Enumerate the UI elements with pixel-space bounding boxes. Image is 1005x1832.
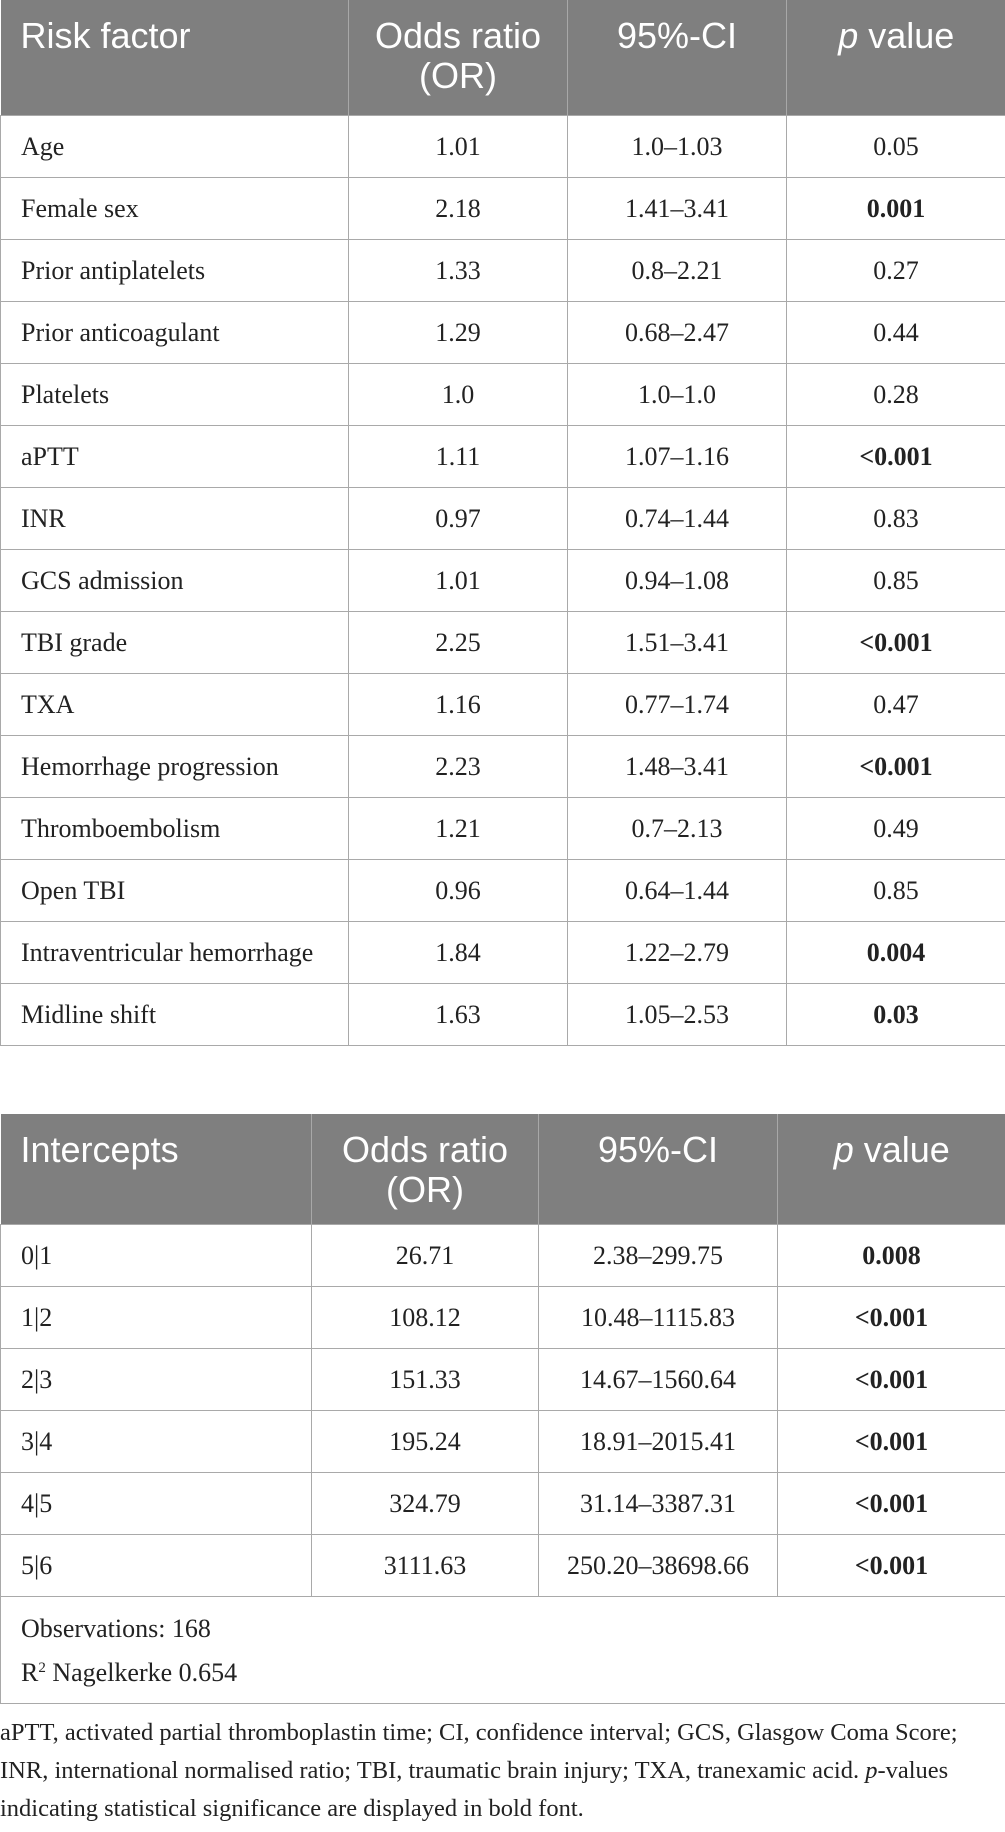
- p-value-cell: 0.85: [787, 859, 1005, 921]
- p-value-cell: 0.008: [778, 1224, 1005, 1286]
- odds-ratio-cell: 0.97: [349, 487, 568, 549]
- p-value-cell: 0.44: [787, 301, 1005, 363]
- p-value-cell: <0.001: [787, 425, 1005, 487]
- row-label: Prior anticoagulant: [1, 301, 349, 363]
- ci-cell: 14.67–1560.64: [539, 1348, 778, 1410]
- odds-ratio-cell: 1.16: [349, 673, 568, 735]
- table-header-row: [1, 0, 1005, 115]
- header-p-value: [787, 0, 1005, 115]
- ci-cell: 0.94–1.08: [568, 549, 787, 611]
- ci-cell: 1.0–1.03: [568, 115, 787, 177]
- ci-cell: 18.91–2015.41: [539, 1410, 778, 1472]
- row-label: Platelets: [1, 363, 349, 425]
- ci-cell: 1.48–3.41: [568, 735, 787, 797]
- p-value-cell: 0.03: [787, 983, 1005, 1045]
- table-row: [1, 673, 1005, 735]
- table-row: [1, 1348, 1005, 1410]
- table-row: [1, 239, 1005, 301]
- table-row: [1, 1286, 1005, 1348]
- odds-ratio-cell: 2.25: [349, 611, 568, 673]
- ci-cell: 1.41–3.41: [568, 177, 787, 239]
- row-label: 0|1: [1, 1224, 312, 1286]
- header-odds-ratio: Odds ratio (OR): [349, 0, 568, 115]
- ci-cell: 0.77–1.74: [568, 673, 787, 735]
- p-value-cell: <0.001: [787, 611, 1005, 673]
- ci-cell: 0.74–1.44: [568, 487, 787, 549]
- p-value-cell: <0.001: [778, 1348, 1005, 1410]
- p-value-cell: 0.28: [787, 363, 1005, 425]
- odds-ratio-cell: 108.12: [312, 1286, 539, 1348]
- odds-ratio-cell: 1.84: [349, 921, 568, 983]
- p-value-cell: <0.001: [778, 1472, 1005, 1534]
- p-value-cell: <0.001: [778, 1410, 1005, 1472]
- p-value-cell: 0.83: [787, 487, 1005, 549]
- table-row: [1, 1472, 1005, 1534]
- table-row: [1, 115, 1005, 177]
- row-label: Open TBI: [1, 859, 349, 921]
- header-ci: 95%-CI: [539, 1114, 778, 1224]
- row-label: Thromboembolism: [1, 797, 349, 859]
- header-p: p: [838, 15, 859, 56]
- table-row: [1, 735, 1005, 797]
- table-row: [1, 177, 1005, 239]
- ci-cell: 0.7–2.13: [568, 797, 787, 859]
- row-label: Female sex: [1, 177, 349, 239]
- ci-cell: 2.38–299.75: [539, 1224, 778, 1286]
- odds-ratio-cell: 195.24: [312, 1410, 539, 1472]
- odds-ratio-cell: 0.96: [349, 859, 568, 921]
- ci-cell: 1.0–1.0: [568, 363, 787, 425]
- odds-ratio-cell: 1.29: [349, 301, 568, 363]
- row-label: INR: [1, 487, 349, 549]
- ci-cell: 31.14–3387.31: [539, 1472, 778, 1534]
- header-value: value: [868, 15, 955, 56]
- r2-rest: Nagelkerke 0.654: [45, 1657, 238, 1687]
- table-row: [1, 549, 1005, 611]
- odds-ratio-cell: 324.79: [312, 1472, 539, 1534]
- row-label: aPTT: [1, 425, 349, 487]
- table-row: [1, 797, 1005, 859]
- table-row: [1, 301, 1005, 363]
- ci-cell: 0.68–2.47: [568, 301, 787, 363]
- p-value-cell: 0.27: [787, 239, 1005, 301]
- row-label: Age: [1, 115, 349, 177]
- odds-ratio-cell: 26.71: [312, 1224, 539, 1286]
- p-value-cell: 0.05: [787, 115, 1005, 177]
- intercepts-table: [0, 1114, 1005, 1704]
- ci-cell: 0.8–2.21: [568, 239, 787, 301]
- table-row: [1, 1410, 1005, 1472]
- odds-ratio-cell: 1.01: [349, 549, 568, 611]
- ci-cell: 1.51–3.41: [568, 611, 787, 673]
- r2-text: [21, 1651, 985, 1695]
- header-risk-factor: Risk factor: [1, 0, 349, 115]
- table-row: [1, 363, 1005, 425]
- row-label: Midline shift: [1, 983, 349, 1045]
- table-row: [1, 1534, 1005, 1596]
- p-value-cell: <0.001: [787, 735, 1005, 797]
- odds-ratio-cell: 1.01: [349, 115, 568, 177]
- ci-cell: 0.64–1.44: [568, 859, 787, 921]
- row-label: 1|2: [1, 1286, 312, 1348]
- row-label: 5|6: [1, 1534, 312, 1596]
- odds-ratio-cell: 1.21: [349, 797, 568, 859]
- row-label: TXA: [1, 673, 349, 735]
- row-label: Hemorrhage progression: [1, 735, 349, 797]
- header-intercepts: Intercepts: [1, 1114, 312, 1224]
- r2-prefix: R: [21, 1657, 39, 1687]
- footnote-p-italic: p: [865, 1757, 878, 1784]
- odds-ratio-cell: 151.33: [312, 1348, 539, 1410]
- ci-cell: 1.07–1.16: [568, 425, 787, 487]
- p-value-cell: 0.004: [787, 921, 1005, 983]
- table-footnote: [0, 1714, 985, 1828]
- odds-ratio-cell: 1.33: [349, 239, 568, 301]
- odds-ratio-cell: 2.23: [349, 735, 568, 797]
- r2-superscript: 2: [38, 1659, 46, 1676]
- row-label: 3|4: [1, 1410, 312, 1472]
- header-p-value: [778, 1114, 1005, 1224]
- ci-cell: 250.20–38698.66: [539, 1534, 778, 1596]
- p-value-cell: 0.47: [787, 673, 1005, 735]
- row-label: 2|3: [1, 1348, 312, 1410]
- p-value-cell: 0.001: [787, 177, 1005, 239]
- ci-cell: 1.22–2.79: [568, 921, 787, 983]
- p-value-cell: 0.85: [787, 549, 1005, 611]
- footnote-significance: -values indicating statistical significance are displayed in bold font.: [0, 1757, 949, 1822]
- header-ci: 95%-CI: [568, 0, 787, 115]
- row-label: GCS admission: [1, 549, 349, 611]
- model-stats-cell: [1, 1596, 1005, 1703]
- table-row: [1, 983, 1005, 1045]
- p-value-cell: <0.001: [778, 1286, 1005, 1348]
- observations-text: Observations: 168: [21, 1613, 211, 1643]
- ci-cell: 10.48–1115.83: [539, 1286, 778, 1348]
- row-label: TBI grade: [1, 611, 349, 673]
- table-row: [1, 425, 1005, 487]
- model-stats-row: [1, 1596, 1005, 1703]
- header-p: p: [833, 1129, 854, 1170]
- table-header-row: [1, 1114, 1005, 1224]
- odds-ratio-cell: 1.0: [349, 363, 568, 425]
- table-row: [1, 1224, 1005, 1286]
- table-row: [1, 611, 1005, 673]
- odds-ratio-cell: 1.63: [349, 983, 568, 1045]
- odds-ratio-cell: 3111.63: [312, 1534, 539, 1596]
- p-value-cell: 0.49: [787, 797, 1005, 859]
- row-label: Intraventricular hemorrhage: [1, 921, 349, 983]
- p-value-cell: <0.001: [778, 1534, 1005, 1596]
- odds-ratio-cell: 2.18: [349, 177, 568, 239]
- header-odds-ratio: Odds ratio (OR): [312, 1114, 539, 1224]
- odds-ratio-cell: 1.11: [349, 425, 568, 487]
- table-row: [1, 921, 1005, 983]
- row-label: 4|5: [1, 1472, 312, 1534]
- table-row: [1, 859, 1005, 921]
- header-value: value: [863, 1129, 950, 1170]
- table-row: [1, 487, 1005, 549]
- row-label: Prior antiplatelets: [1, 239, 349, 301]
- footnote-abbreviations: aPTT, activated partial thromboplastin time; CI, confidence interval; GCS, Glasgow Coma Score; INR, international normalised ratio; TBI, traumatic brain injury; TXA, tranexamic acid.: [0, 1719, 958, 1784]
- ci-cell: 1.05–2.53: [568, 983, 787, 1045]
